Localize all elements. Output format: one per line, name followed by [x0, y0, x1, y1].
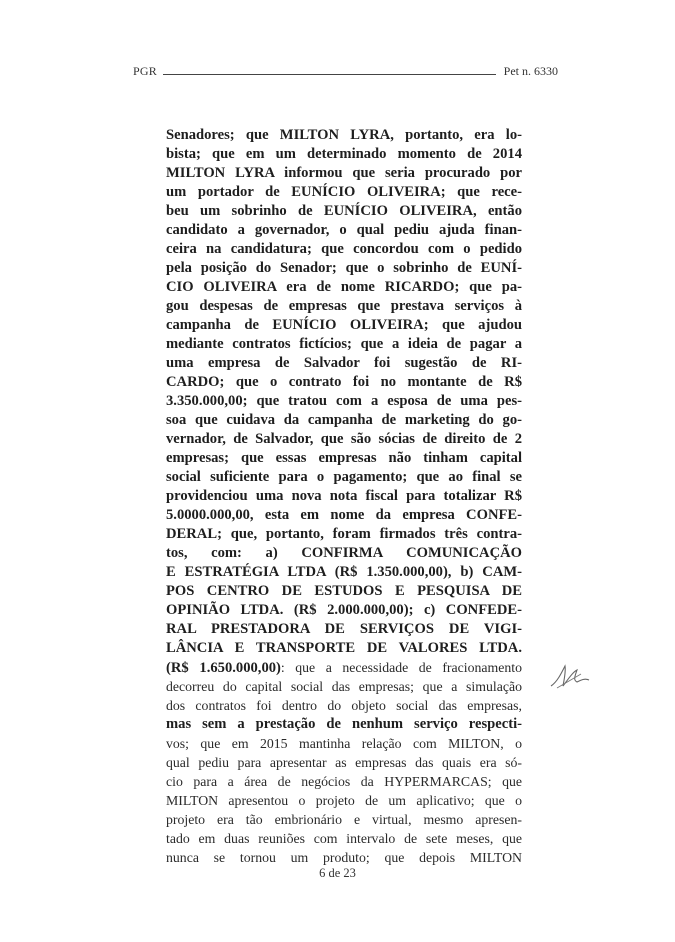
text-segment: nunca se tornou um produto; que depois MILTON — [166, 850, 522, 865]
text-line — [166, 354, 522, 373]
text-line — [166, 715, 522, 734]
handwritten-initials — [547, 662, 593, 697]
text-line — [166, 601, 522, 620]
text-segment: CARDO; que o contrato foi no montante de R$ — [166, 374, 522, 390]
text-segment: decorreu do capital social das empresas; que a simulação — [166, 679, 522, 694]
text-line — [166, 620, 522, 639]
text-line — [166, 582, 522, 601]
header-org: PGR — [133, 64, 157, 78]
text-line — [166, 848, 522, 867]
text-segment: providenciou uma nova nota fiscal para totalizar R$ — [166, 488, 522, 504]
text-segment: MILTON apresentou o projeto de um aplicativo; que o — [166, 793, 522, 808]
text-line — [166, 259, 522, 278]
text-segment: soa que cuidava da campanha de marketing do go- — [166, 412, 522, 428]
text-line — [166, 183, 522, 202]
text-line — [166, 430, 522, 449]
text-line — [166, 563, 522, 582]
text-segment: empresas; que essas empresas não tinham capital — [166, 450, 522, 466]
body-text — [166, 126, 522, 867]
text-line — [166, 335, 522, 354]
text-line — [166, 221, 522, 240]
text-line — [166, 696, 522, 715]
text-line — [166, 278, 522, 297]
text-line — [166, 544, 522, 563]
text-line — [166, 202, 522, 221]
text-segment: vos; que em 2015 mantinha relação com MILTON, o — [166, 736, 522, 751]
text-line — [166, 449, 522, 468]
text-segment: OPINIÃO LTDA. (R$ 2.000.000,00); c) CONFEDE- — [166, 602, 522, 618]
text-segment: (R$ 1.650.000,00) — [166, 660, 281, 676]
header-case-number: Pet n. 6330 — [503, 64, 558, 78]
text-segment: uma empresa de Salvador foi sugestão de RI- — [166, 355, 522, 371]
text-segment: bista; que em um determinado momento de 2014 — [166, 146, 522, 162]
text-line — [166, 240, 522, 259]
text-segment: 3.350.000,00; que tratou com a esposa de uma pes- — [166, 393, 522, 409]
text-segment: qual pediu para apresentar as empresas das quais era só- — [166, 755, 522, 770]
text-segment: MILTON LYRA informou que seria procurado por — [166, 165, 522, 181]
text-segment: gou despesas de empresas que prestava serviços à — [166, 298, 522, 314]
text-line — [166, 810, 522, 829]
text-line — [166, 734, 522, 753]
text-line — [166, 658, 522, 677]
text-segment: LÂNCIA E TRANSPORTE DE VALORES LTDA. — [166, 640, 522, 656]
text-segment: vernador, de Salvador, que são sócias de direito de 2 — [166, 431, 522, 447]
header-rule — [163, 74, 496, 75]
page-number: 6 de 23 — [319, 866, 356, 880]
text-line — [166, 791, 522, 810]
text-line — [166, 753, 522, 772]
text-segment: ceira na candidatura; que concordou com o pedido — [166, 241, 522, 257]
text-segment: projeto era tão embrionário e virtual, mesmo apresen- — [166, 812, 522, 827]
text-segment: campanha de EUNÍCIO OLIVEIRA; que ajudou — [166, 317, 522, 333]
text-segment: cio para a área de negócios da HYPERMARCAS; que — [166, 774, 522, 789]
text-segment: social suficiente para o pagamento; que ao final se — [166, 469, 522, 485]
text-segment: beu um sobrinho de EUNÍCIO OLIVEIRA, então — [166, 203, 522, 219]
text-line — [166, 145, 522, 164]
text-line — [166, 164, 522, 183]
text-segment: POS CENTRO DE ESTUDOS E PESQUISA DE — [166, 583, 522, 599]
text-segment: CIO OLIVEIRA era de nome RICARDO; que pa- — [166, 279, 522, 295]
text-line — [166, 506, 522, 525]
text-line — [166, 639, 522, 658]
text-segment: pela posição do Senador; que o sobrinho de EUNÍ- — [166, 260, 522, 276]
text-segment: E ESTRATÉGIA LTDA (R$ 1.350.000,00), b) CAM- — [166, 564, 522, 580]
text-line — [166, 316, 522, 335]
text-segment: tado em duas reuniões com intervalo de sete meses, que — [166, 831, 522, 846]
text-line — [166, 411, 522, 430]
text-line — [166, 468, 522, 487]
text-line — [166, 772, 522, 791]
text-segment: RAL PRESTADORA DE SERVIÇOS DE VIGI- — [166, 621, 522, 637]
text-line — [166, 677, 522, 696]
text-line — [166, 829, 522, 848]
text-line — [166, 126, 522, 145]
page-header — [133, 64, 558, 86]
text-segment: um portador de EUNÍCIO OLIVEIRA; que rece- — [166, 184, 522, 200]
text-segment: mediante contratos fictícios; que a ideia de pagar a — [166, 336, 522, 352]
text-line — [166, 297, 522, 316]
text-segment: DERAL; que, portanto, foram firmados três contra- — [166, 526, 522, 542]
text-segment: tos, com: a) CONFIRMA COMUNICAÇÃO — [166, 545, 522, 561]
text-segment: : que a necessidade de fracionamento — [280, 660, 522, 675]
text-line — [166, 392, 522, 411]
text-line — [166, 525, 522, 544]
text-segment: candidato a governador, o qual pediu ajuda finan- — [166, 222, 522, 238]
text-line — [166, 487, 522, 506]
text-segment: Senadores; que MILTON LYRA, portanto, era lo- — [166, 127, 522, 143]
text-segment: mas sem a prestação de nenhum serviço respecti- — [166, 716, 522, 732]
text-segment: 5.0000.000,00, esta em nome da empresa CONFE- — [166, 507, 522, 523]
text-segment: dos contratos foi dentro do objeto social das empresas, — [166, 698, 522, 713]
text-line — [166, 373, 522, 392]
